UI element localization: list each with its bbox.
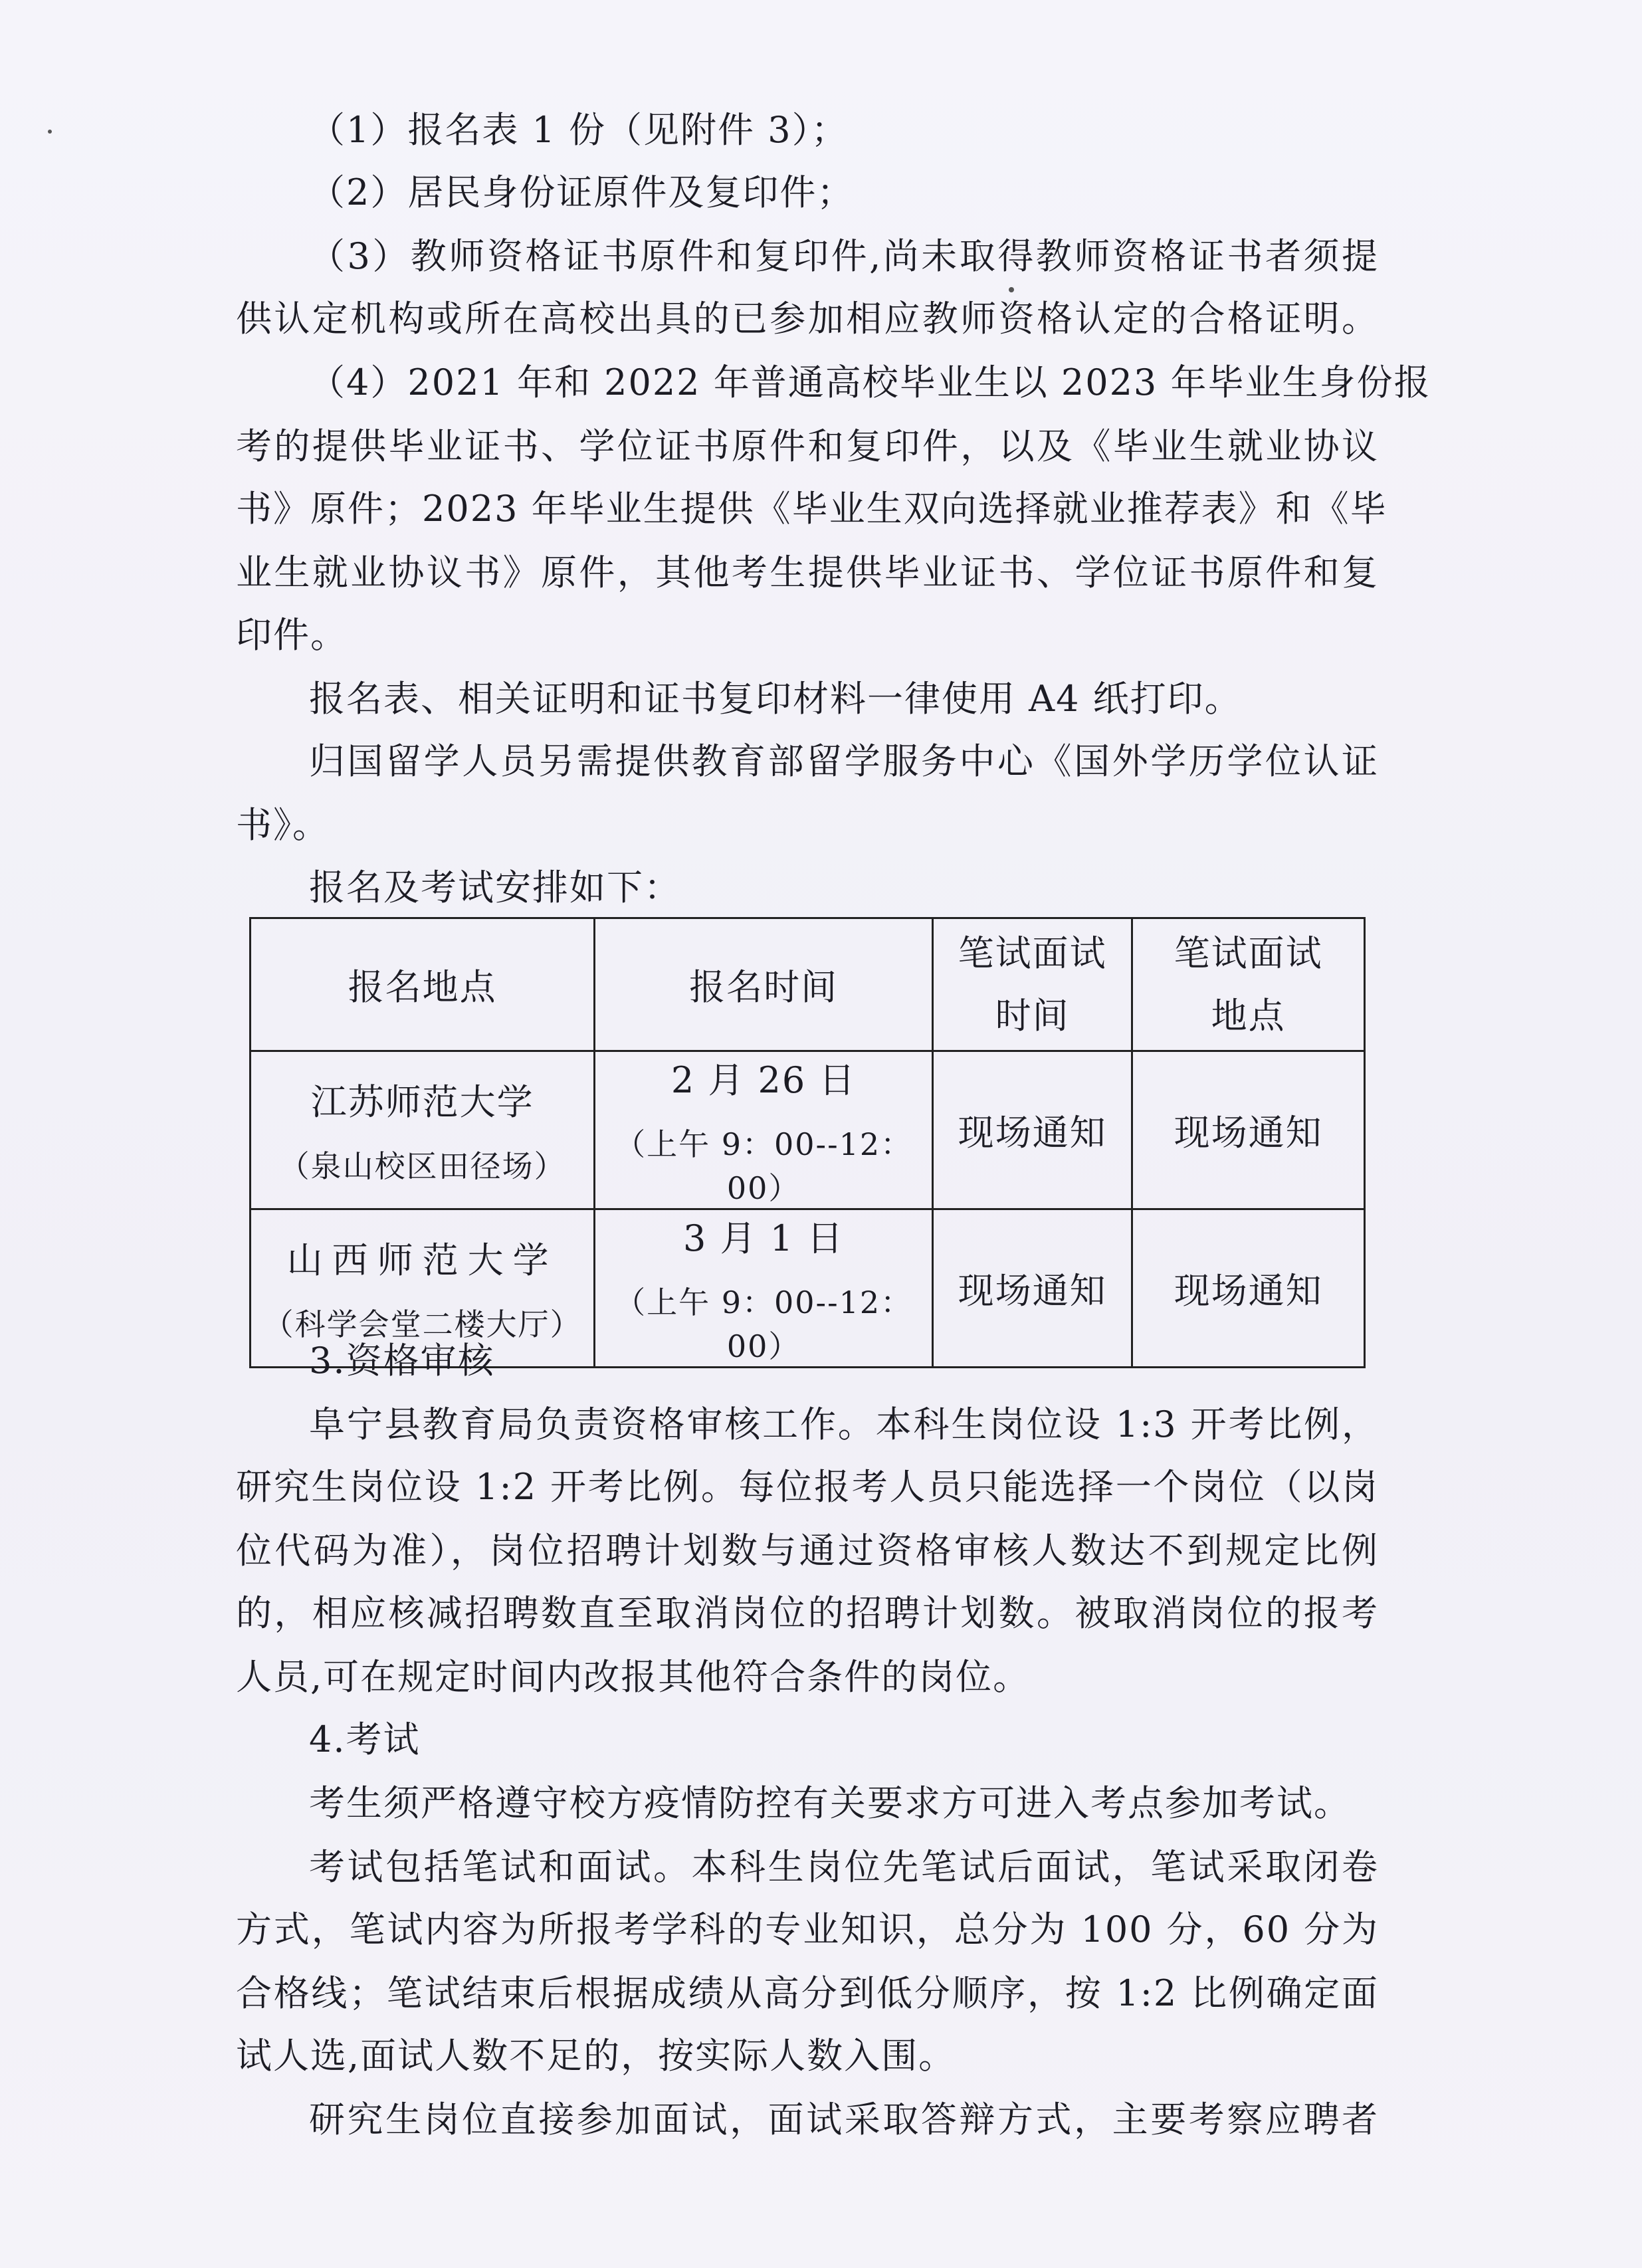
item-4-line-3: 书》原件；2023 年毕业生提供《毕业生双向选择就业推荐表》和《毕 <box>236 488 1387 530</box>
section-3-line-5: 人员,可在规定时间内改报其他符合条件的岗位。 <box>236 1656 1031 1698</box>
item-4-line-1: （4）2021 年和 2022 年普通高校毕业生以 2023 年毕业生身份报 <box>309 361 1431 403</box>
cell-location <box>251 1051 595 1209</box>
reg-hours: （上午 9：00--12：00） <box>615 1285 913 1364</box>
section-4-para-3-line-1: 研究生岗位直接参加面试，面试采取答辩方式，主要考察应聘者 <box>309 2099 1379 2140</box>
section-3-line-1: 阜宁县教育局负责资格审核工作。本科生岗位设 1:3 开考比例， <box>309 1403 1379 1445</box>
venue-name: （科学会堂二楼大厅） <box>262 1306 582 1342</box>
section-4-heading: 4.考试 <box>309 1718 421 1760</box>
item-4-line-5: 印件。 <box>236 614 348 656</box>
section-4-para-2-line-4: 试人选,面试人数不足的，按实际人数入围。 <box>236 2035 956 2077</box>
section-4-para-2-line-1: 考试包括笔试和面试。本科生岗位先笔试后面试，笔试采取闭卷 <box>309 1846 1379 1888</box>
item-2: （2）居民身份证原件及复印件； <box>309 171 855 213</box>
header-exam-time-line-1: 笔试面试 <box>958 932 1107 974</box>
section-3-line-2: 研究生岗位设 1:2 开考比例。每位报考人员只能选择一个岗位（以岗 <box>236 1466 1379 1508</box>
item-3-line-1: （3）教师资格证书原件和复印件,尚未取得教师资格证书者须提 <box>309 235 1379 277</box>
cell-time <box>595 1051 933 1209</box>
cell-exam-time: 现场通知 <box>933 1051 1132 1209</box>
table-header-row <box>251 918 1365 1051</box>
scan-speck <box>48 130 52 134</box>
cell-exam-time: 现场通知 <box>933 1209 1132 1368</box>
header-exam-time-line-2: 时间 <box>995 994 1070 1037</box>
reg-hours: （上午 9：00--12：00） <box>615 1126 913 1206</box>
reg-date: 2 月 26 日 <box>670 1059 857 1101</box>
header-exam-place-line-1: 笔试面试 <box>1174 932 1323 974</box>
header-time: 报名时间 <box>595 918 933 1051</box>
header-exam-place-line-2: 地点 <box>1211 994 1286 1037</box>
item-3-line-2: 供认定机构或所在高校出具的已参加相应教师资格认定的合格证明。 <box>236 298 1379 340</box>
venue-name: （泉山校区田径场） <box>278 1148 566 1184</box>
school-name: 江苏师范大学 <box>310 1081 534 1123</box>
table-row <box>251 1051 1365 1209</box>
schedule-table <box>249 917 1366 1368</box>
schedule-intro: 报名及考试安排如下： <box>309 867 681 908</box>
reg-date: 3 月 1 日 <box>683 1217 845 1259</box>
a4-note: 报名表、相关证明和证书复印材料一律使用 A4 纸打印。 <box>309 678 1242 720</box>
section-3-line-3: 位代码为准），岗位招聘计划数与通过资格审核人数达不到规定比例 <box>236 1530 1379 1572</box>
section-4-para-1: 考生须严格遵守校方疫情防控有关要求方可进入考点参加考试。 <box>309 1782 1351 1824</box>
cell-exam-place: 现场通知 <box>1132 1209 1365 1368</box>
section-3-line-4: 的，相应核减招聘数直至取消岗位的招聘计划数。被取消岗位的报考 <box>236 1592 1379 1634</box>
header-exam-place <box>1132 918 1365 1051</box>
overseas-line-1: 归国留学人员另需提供教育部留学服务中心《国外学历学位认证 <box>309 740 1379 782</box>
item-1: （1）报名表 1 份（见附件 3）； <box>309 109 849 151</box>
cell-exam-place: 现场通知 <box>1132 1051 1365 1209</box>
school-name: 山西师范大学 <box>286 1239 558 1281</box>
section-4-para-2-line-2: 方式，笔试内容为所报考学科的专业知识，总分为 100 分，60 分为 <box>236 1908 1379 1950</box>
section-4-para-2-line-3: 合格线；笔试结束后根据成绩从高分到低分顺序，按 1:2 比例确定面 <box>236 1972 1379 2014</box>
section-3-heading: 3.资格审核 <box>309 1340 495 1382</box>
overseas-line-2: 书》。 <box>236 804 330 846</box>
item-4-line-4: 业生就业协议书》原件，其他考生提供毕业证书、学位证书原件和复 <box>236 552 1379 593</box>
item-4-line-2: 考的提供毕业证书、学位证书原件和复印件，以及《毕业生就业协议 <box>236 425 1379 467</box>
header-location: 报名地点 <box>251 918 595 1051</box>
header-exam-time <box>933 918 1132 1051</box>
